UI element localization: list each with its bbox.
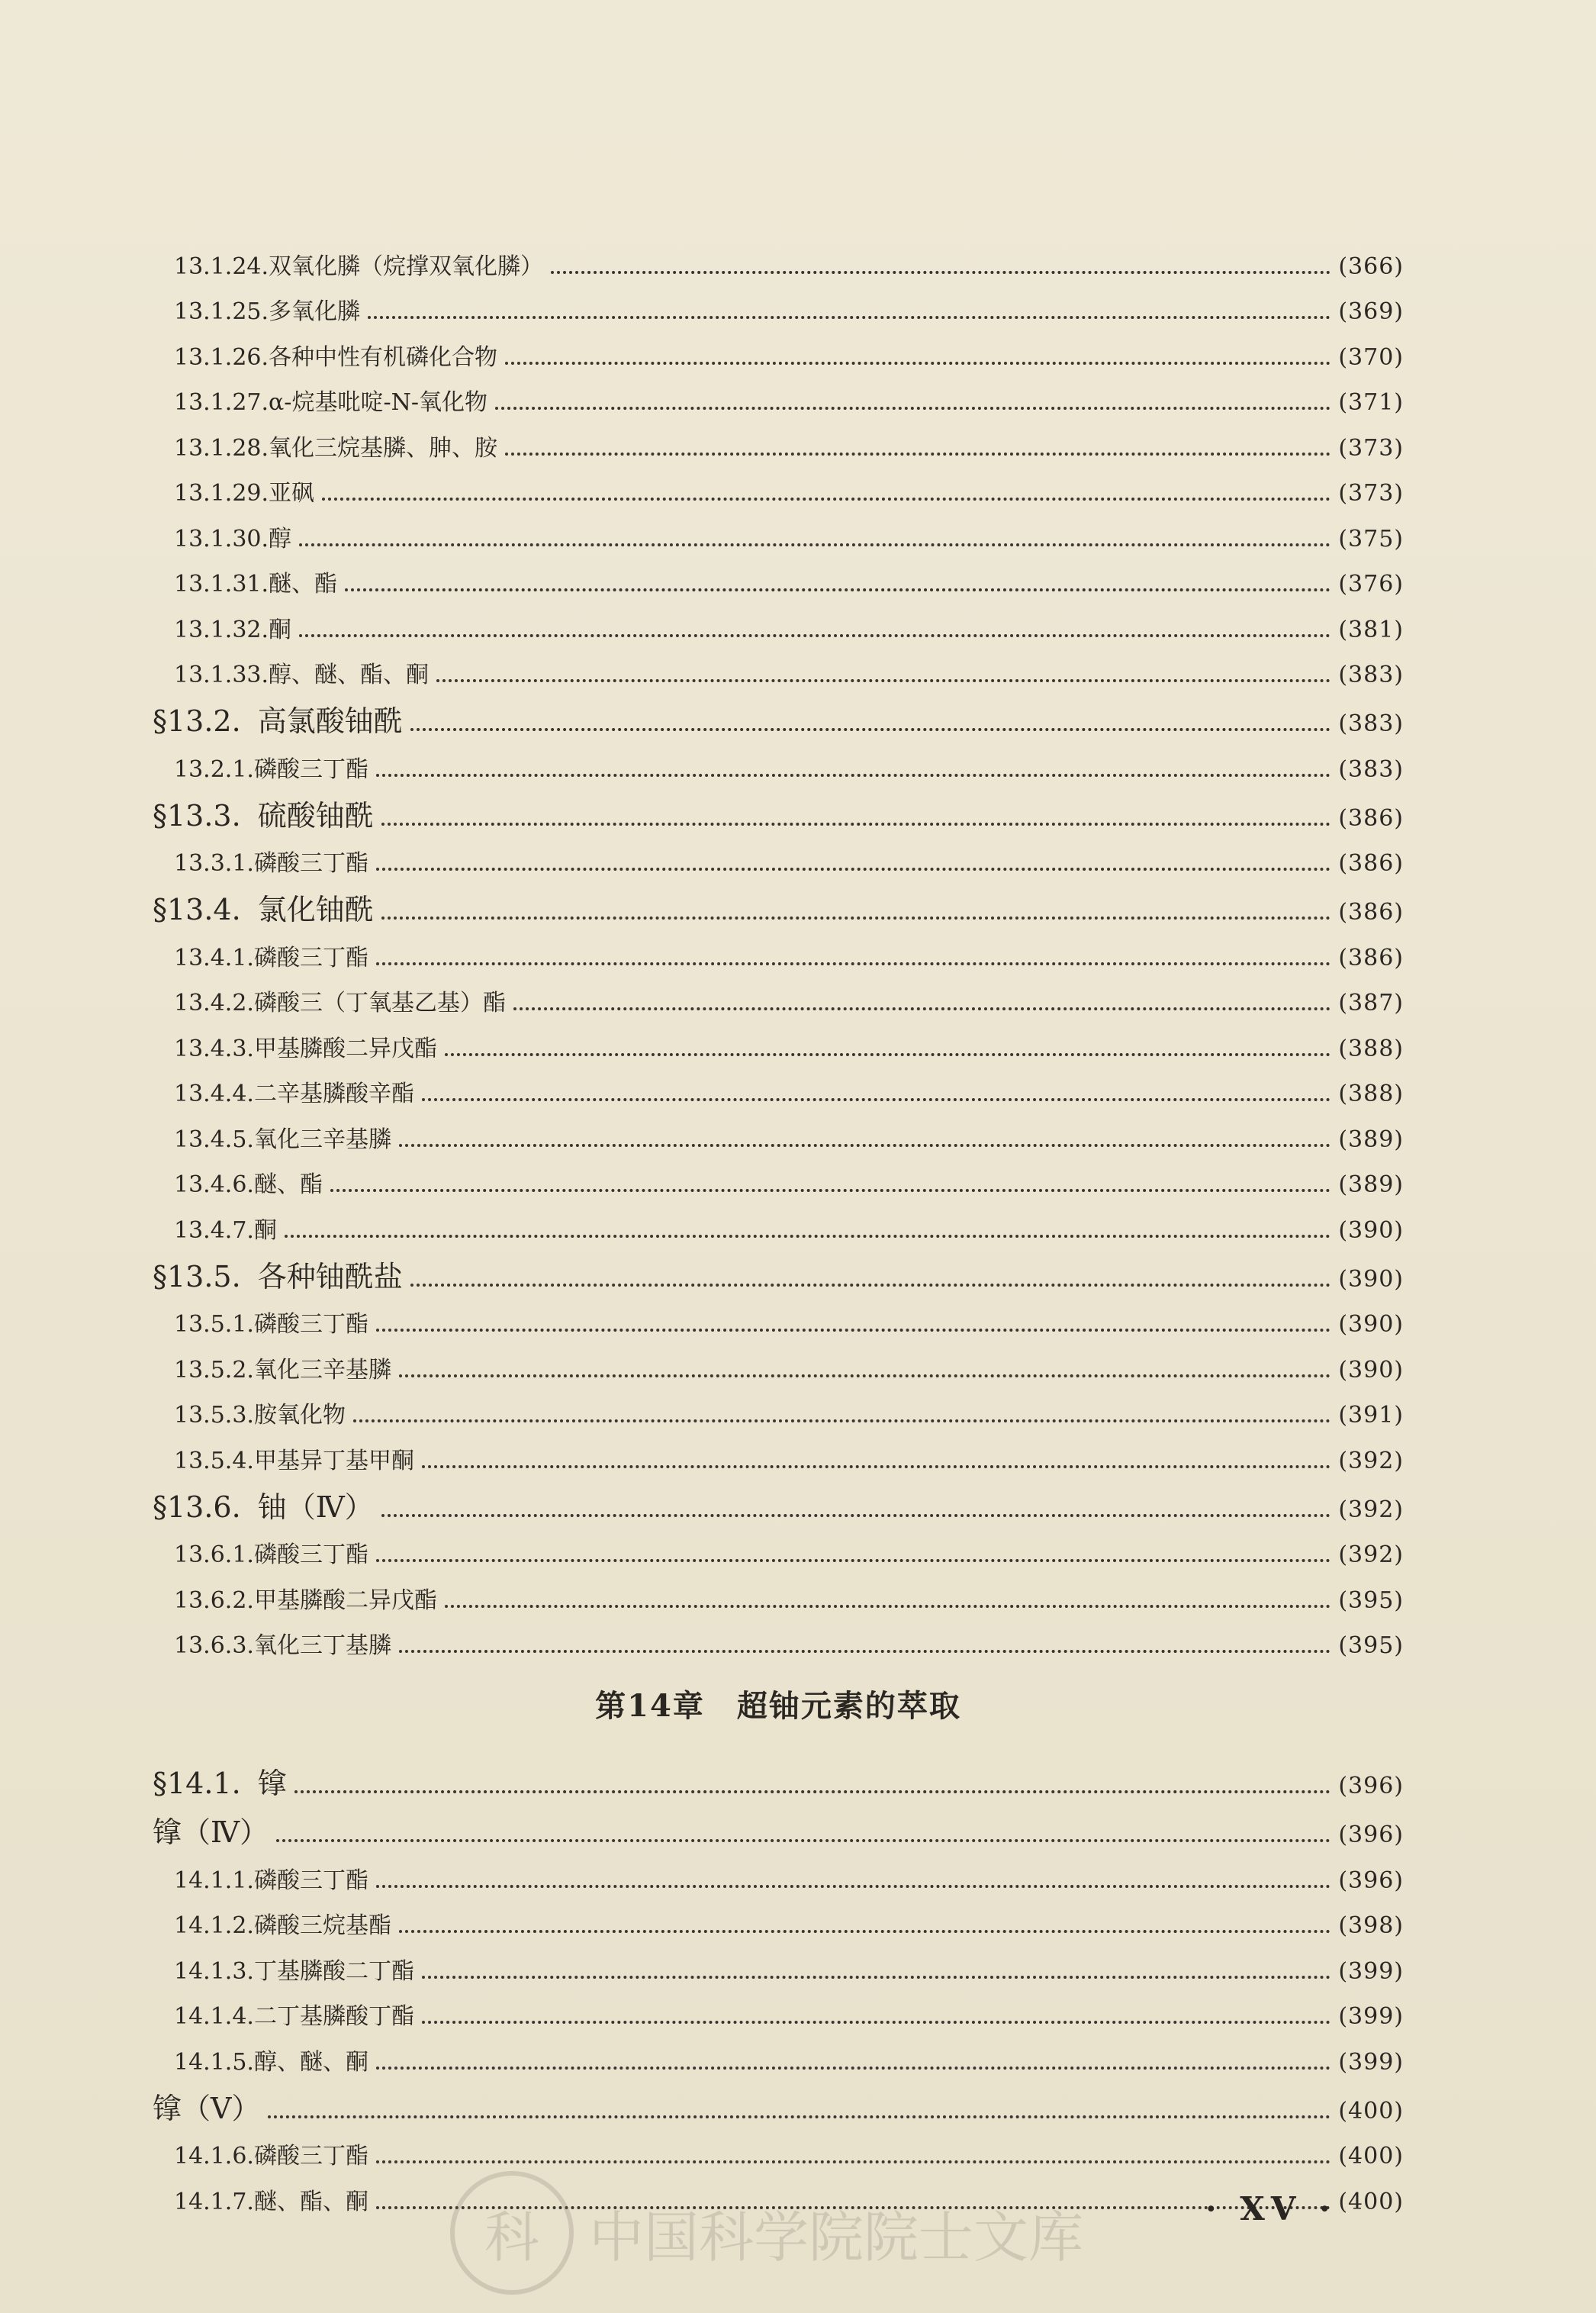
toc-number: 13.4.4. [174, 1081, 254, 1107]
toc-title: 二辛基膦酸辛酯 [253, 1081, 414, 1107]
toc-title: 镎 [257, 1767, 287, 1800]
toc-page-number: (390) [1338, 1311, 1404, 1338]
dot-leader [376, 2067, 1331, 2070]
toc-page-number: (390) [1338, 1356, 1404, 1384]
dot-leader [381, 917, 1331, 920]
toc-page-number: (383) [1338, 710, 1404, 737]
toc-title: 甲基异丁基甲酮 [253, 1447, 414, 1474]
dot-leader [376, 868, 1331, 871]
toc-entry-row[interactable] [153, 1938, 1404, 1983]
toc-number: 13.2.1. [174, 755, 254, 783]
table-of-contents [153, 233, 1404, 2214]
dot-leader [285, 1235, 1331, 1238]
toc-page-number: (386) [1338, 804, 1404, 832]
dot-leader [376, 1559, 1331, 1562]
toc-entry-row[interactable] [153, 1522, 1404, 1567]
toc-entry-row[interactable] [153, 1106, 1404, 1152]
toc-entry-row[interactable] [153, 1382, 1404, 1428]
toc-title: 铀（Ⅳ） [257, 1490, 374, 1524]
toc-entry-row[interactable] [153, 1798, 1404, 1847]
toc-page-number: (392) [1338, 1496, 1404, 1523]
toc-entry-row[interactable] [153, 1983, 1404, 2029]
toc-entry-row[interactable] [153, 369, 1404, 415]
dot-leader [399, 1650, 1331, 1653]
toc-entry-row[interactable] [153, 1291, 1404, 1337]
toc-entry-row[interactable] [153, 1015, 1404, 1061]
dot-leader [299, 634, 1331, 637]
toc-page-number: (392) [1338, 1447, 1404, 1474]
toc-title: 醚、酯 [253, 1171, 323, 1198]
page-number-footer: · XV · [1205, 2190, 1337, 2228]
toc-number: 14.1.1. [174, 1867, 254, 1894]
dot-leader [436, 679, 1331, 682]
toc-title: 醚、酯、酮 [253, 2188, 368, 2215]
dot-leader [276, 1839, 1331, 1842]
toc-page-number: (392) [1338, 1541, 1404, 1568]
toc-entry-row[interactable] [153, 1061, 1404, 1107]
toc-number: §14.1. [153, 1767, 241, 1800]
dot-leader [495, 407, 1331, 410]
toc-title: 氧化三辛基膦 [253, 1356, 391, 1384]
chapter-heading: 第14章 超铀元素的萃取 [595, 1687, 961, 1724]
dot-leader [422, 1098, 1331, 1101]
toc-section-row[interactable] [153, 781, 1404, 833]
dot-leader [322, 498, 1331, 501]
toc-entry-row[interactable] [153, 642, 1404, 688]
dot-leader [381, 1514, 1331, 1517]
dot-leader [330, 1189, 1331, 1192]
toc-page-number: (376) [1338, 571, 1404, 598]
toc-title: 磷酸三丁酯 [253, 755, 368, 783]
toc-number: §13.2. [153, 704, 241, 738]
toc-title: 磷酸三丁酯 [253, 1867, 368, 1894]
toc-page-number: (388) [1338, 1035, 1404, 1062]
toc-number: 14.1.2. [174, 1912, 254, 1939]
toc-entry-row[interactable] [153, 1612, 1404, 1658]
dot-leader [376, 1329, 1331, 1332]
dot-leader [376, 1885, 1331, 1888]
toc-page-number: (390) [1338, 1265, 1404, 1293]
dot-leader [376, 774, 1331, 777]
dot-leader [410, 1284, 1331, 1287]
toc-entry-row[interactable] [153, 1847, 1404, 1893]
toc-page-number: (386) [1338, 899, 1404, 926]
toc-number: §13.5. [153, 1259, 241, 1293]
toc-number: 14.1.4. [174, 2003, 254, 2030]
toc-page-number: (386) [1338, 944, 1404, 971]
toc-title: 亚砜 [269, 480, 315, 507]
watermark-text: 中国科学院院士文库 [589, 2205, 1084, 2270]
dot-leader [422, 2021, 1331, 2024]
toc-section-row[interactable] [153, 1749, 1404, 1798]
toc-number: 13.5.3. [174, 1402, 254, 1429]
toc-entry-row[interactable] [153, 279, 1404, 324]
toc-number: 13.1.24. [174, 253, 269, 280]
toc-number: 13.4.5. [174, 1126, 254, 1153]
toc-number: 13.5.4. [174, 1447, 254, 1474]
toc-title: 磷酸三丁酯 [253, 850, 368, 877]
toc-entry-row[interactable] [153, 460, 1404, 506]
toc-page-number: (389) [1338, 1171, 1404, 1198]
toc-title: 氯化铀酰 [257, 893, 374, 926]
toc-number: 13.1.31. [174, 571, 269, 598]
dot-leader [353, 1419, 1331, 1422]
toc-number: 13.1.27. [174, 389, 269, 416]
toc-page-number: (399) [1338, 1957, 1404, 1985]
toc-number: §13.3. [153, 798, 241, 833]
toc-number: 13.5.1. [174, 1311, 254, 1338]
dot-leader [381, 823, 1331, 826]
toc-title: 胺氧化物 [253, 1402, 346, 1429]
toc-title: 醇、醚、酮 [253, 2048, 368, 2076]
toc-entry-row[interactable] [153, 551, 1404, 597]
toc-section-row[interactable] [153, 1242, 1404, 1291]
toc-number: 14.1.6. [174, 2143, 254, 2170]
toc-entry-row[interactable] [153, 2074, 1404, 2123]
toc-section-row[interactable] [153, 1473, 1404, 1522]
toc-page-number: (370) [1338, 343, 1404, 371]
toc-page-number: (396) [1338, 1773, 1404, 1799]
toc-entry-row[interactable] [153, 924, 1404, 970]
toc-title: 醇 [269, 525, 292, 552]
toc-title: 多氧化膦 [269, 298, 361, 325]
toc-entry-row[interactable] [153, 233, 1404, 279]
toc-title: 磷酸三丁酯 [253, 944, 368, 971]
toc-title: 醇、醚、酯、酮 [269, 662, 430, 688]
dot-leader [505, 362, 1331, 365]
toc-entry-row[interactable] [153, 324, 1404, 369]
dot-leader [399, 1374, 1331, 1377]
toc-entry-row[interactable] [153, 505, 1404, 551]
dot-leader [376, 962, 1331, 965]
toc-title: 双氧化膦（烷撑双氧化膦） [269, 253, 544, 280]
dot-leader [368, 316, 1331, 319]
toc-page-number: (400) [1338, 2143, 1404, 2170]
dot-leader [294, 1790, 1331, 1793]
toc-number: 13.4.6. [174, 1171, 254, 1198]
toc-number: 14.1.3. [174, 1957, 254, 1985]
toc-title: 各种中性有机磷化合物 [269, 343, 498, 371]
dot-leader [299, 543, 1331, 546]
toc-page-number: (375) [1338, 525, 1404, 552]
toc-title: 甲基膦酸二异戊酯 [253, 1035, 437, 1062]
dot-leader [513, 1007, 1331, 1010]
toc-number: 13.1.33. [174, 662, 269, 688]
toc-entry-row[interactable] [153, 1197, 1404, 1242]
toc-page-number: (388) [1338, 1081, 1404, 1107]
toc-entry-row[interactable] [153, 1336, 1404, 1382]
toc-entry-row[interactable] [153, 1893, 1404, 1938]
dot-leader [399, 1144, 1331, 1147]
toc-section-row[interactable] [153, 687, 1404, 736]
toc-title: 丁基膦酸二丁酯 [253, 1957, 414, 1985]
toc-number: §13.6. [153, 1490, 241, 1524]
dot-leader [445, 1605, 1331, 1608]
toc-entry-row[interactable] [153, 970, 1404, 1016]
toc-page-number: (395) [1338, 1587, 1404, 1614]
toc-number: 13.1.32. [174, 616, 269, 643]
toc-page-number: (369) [1338, 298, 1404, 325]
toc-title: 酮 [269, 616, 292, 643]
toc-page-number: (396) [1338, 1822, 1404, 1848]
toc-title: 磷酸三丁酯 [253, 1311, 368, 1338]
seal-label: 科 [484, 2205, 539, 2270]
toc-entry-row[interactable] [153, 414, 1404, 460]
toc-number: 13.6.3. [174, 1632, 254, 1659]
dot-leader [376, 2160, 1331, 2163]
toc-page-number: (395) [1338, 1632, 1404, 1659]
toc-page-number: (373) [1338, 480, 1404, 507]
toc-title: 氧化三丁基膦 [253, 1632, 391, 1659]
toc-page-number: (366) [1338, 253, 1404, 280]
toc-number: 13.4.7. [174, 1216, 254, 1244]
toc-number: 13.6.1. [174, 1541, 254, 1568]
toc-section-row[interactable] [153, 875, 1404, 924]
dot-leader [505, 453, 1331, 456]
toc-entry-row[interactable] [153, 1567, 1404, 1612]
dot-leader [268, 2115, 1331, 2118]
toc-number: 13.4.2. [174, 990, 254, 1016]
toc-page-number: (399) [1338, 2003, 1404, 2030]
toc-title: 磷酸三丁酯 [253, 2143, 368, 2170]
toc-number: 13.1.28. [174, 434, 269, 462]
toc-number: 14.1.7. [174, 2188, 254, 2215]
toc-title: 氧化三烷基膦、胂、胺 [269, 434, 498, 462]
toc-title: 二丁基膦酸丁酯 [253, 2003, 414, 2030]
toc-title: 高氯酸铀酰 [257, 704, 403, 738]
dot-leader [399, 1930, 1331, 1933]
toc-page-number: (389) [1338, 1126, 1404, 1153]
dot-leader [445, 1053, 1331, 1056]
toc-page-number: (400) [1338, 2097, 1404, 2125]
toc-number: 14.1.5. [174, 2048, 254, 2076]
toc-number: §13.4. [153, 893, 241, 926]
toc-number: 13.6.2. [174, 1587, 254, 1614]
toc-title: α-烷基吡啶-N-氧化物 [269, 389, 487, 416]
toc-page-number: (391) [1338, 1402, 1404, 1429]
toc-number: 13.1.29. [174, 480, 269, 507]
toc-title: 硫酸铀酰 [257, 798, 374, 833]
toc-title: 镎（Ⅳ） [153, 1815, 269, 1849]
toc-entry-row[interactable] [153, 2123, 1404, 2169]
toc-number: 13.4.1. [174, 944, 254, 971]
toc-title: 各种铀酰盐 [257, 1259, 403, 1293]
dot-leader [410, 728, 1331, 731]
toc-entry-row[interactable] [153, 736, 1404, 781]
toc-title: 磷酸三烷基酯 [253, 1912, 391, 1939]
toc-title: 醚、酯 [269, 571, 338, 598]
toc-number: 13.3.1. [174, 850, 254, 877]
toc-title: 磷酸三（丁氧基乙基）酯 [253, 990, 506, 1016]
toc-page-number: (399) [1338, 2048, 1404, 2076]
dot-leader [345, 588, 1331, 591]
toc-title: 酮 [253, 1216, 277, 1244]
toc-page-number: (383) [1338, 755, 1404, 783]
toc-entry-row[interactable] [153, 2028, 1404, 2074]
toc-number: 13.1.25. [174, 298, 269, 325]
watermark [450, 2171, 1083, 2295]
dot-leader [422, 1976, 1331, 1979]
toc-title: 甲基膦酸二异戊酯 [253, 1587, 437, 1614]
toc-page-number: (386) [1338, 850, 1404, 877]
dot-leader [551, 271, 1331, 274]
toc-title: 氧化三辛基膦 [253, 1126, 391, 1153]
toc-number: 13.1.26. [174, 343, 269, 371]
toc-entry-row[interactable] [153, 596, 1404, 642]
toc-entry-row[interactable] [153, 1152, 1404, 1197]
toc-page-number: (371) [1338, 389, 1404, 416]
toc-page-number: (373) [1338, 434, 1404, 462]
toc-entry-row[interactable] [153, 830, 1404, 876]
toc-page-number: (400) [1338, 2188, 1404, 2215]
toc-page-number: (390) [1338, 1216, 1404, 1244]
toc-number: 13.4.3. [174, 1035, 254, 1062]
toc-number: 13.1.30. [174, 525, 269, 552]
seal-logo-icon [450, 2171, 574, 2295]
toc-title: 磷酸三丁酯 [253, 1541, 368, 1568]
toc-number: 13.5.2. [174, 1356, 254, 1384]
toc-page-number: (398) [1338, 1912, 1404, 1939]
toc-entry-row[interactable] [153, 1427, 1404, 1473]
toc-page-number: (387) [1338, 990, 1404, 1016]
toc-page-number: (396) [1338, 1867, 1404, 1894]
dot-leader [422, 1465, 1331, 1468]
toc-page-number: (383) [1338, 662, 1404, 688]
toc-page-number: (381) [1338, 616, 1404, 643]
toc-title: 镎（Ⅴ） [153, 2091, 261, 2125]
